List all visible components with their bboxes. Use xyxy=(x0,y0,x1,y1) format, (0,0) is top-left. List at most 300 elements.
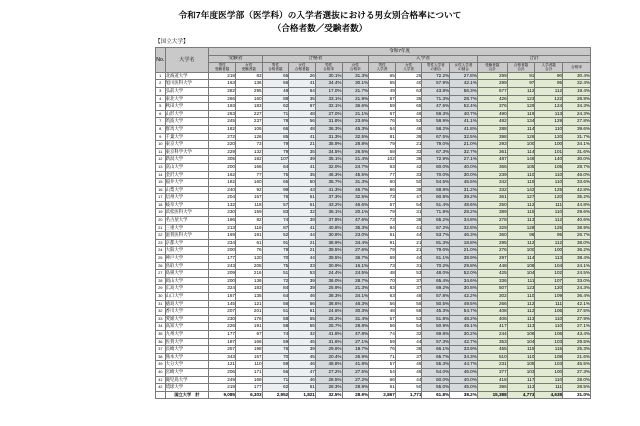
count-cell: 200 xyxy=(209,163,236,171)
count-cell: 108 xyxy=(507,262,535,270)
rate-cell: 46.3% xyxy=(342,300,369,308)
count-cell: 376 xyxy=(477,103,507,111)
count-cell: 117 xyxy=(507,376,535,384)
count-cell: 329 xyxy=(477,224,507,232)
count-cell: 92 xyxy=(235,186,262,194)
rate-cell: 79.0% xyxy=(422,141,450,149)
table-row xyxy=(156,293,591,301)
count-cell: 160 xyxy=(235,95,262,103)
count-cell: 183 xyxy=(235,285,262,293)
count-cell: 95 xyxy=(535,80,563,88)
rate-cell: 31.6% xyxy=(315,338,342,346)
header-group-totals: 合計 xyxy=(477,55,590,63)
count-cell: 406 xyxy=(477,315,507,323)
count-cell: 61 xyxy=(289,308,316,316)
rate-cell: 27.1% xyxy=(563,323,591,331)
header-col-13: 合格率 xyxy=(563,63,591,73)
count-cell: 507 xyxy=(477,285,507,293)
count-cell: 39 xyxy=(289,285,316,293)
count-cell: 360 xyxy=(477,232,507,240)
row-number: 23 xyxy=(156,239,166,247)
rate-cell: 27.5% xyxy=(342,368,369,376)
rate-cell: 33.6% xyxy=(563,179,591,187)
rate-cell: 36.2% xyxy=(563,247,591,255)
table-total-row xyxy=(156,391,591,399)
rate-cell: 38.6% xyxy=(315,300,342,308)
count-cell: 114 xyxy=(507,148,535,156)
table-row xyxy=(156,194,591,202)
count-cell: 113 xyxy=(507,384,535,392)
header-row-groups xyxy=(156,55,591,63)
rate-cell: 27.2% xyxy=(315,368,342,376)
rate-cell: 38.0% xyxy=(563,239,591,247)
count-cell: 104 xyxy=(507,338,535,346)
table-row xyxy=(156,171,591,179)
rate-cell: 34.4% xyxy=(342,239,369,247)
count-cell: 32 xyxy=(289,330,316,338)
count-cell: 112 xyxy=(535,217,563,225)
count-cell: 59 xyxy=(262,361,289,369)
count-cell: 44 xyxy=(395,376,422,384)
count-cell: 46 xyxy=(395,125,422,133)
rate-cell: 53.7% xyxy=(422,232,450,240)
count-cell: 140 xyxy=(535,156,563,164)
count-cell: 69 xyxy=(369,255,396,263)
rate-cell: 67.5% xyxy=(422,133,450,141)
university-name: 山梨大学 xyxy=(165,186,209,194)
count-cell: 91 xyxy=(262,239,289,247)
count-cell: 39 xyxy=(395,133,422,141)
table-row xyxy=(156,247,591,255)
count-cell: 79 xyxy=(262,148,289,156)
rate-cell: 27.9% xyxy=(563,315,591,323)
table-row xyxy=(156,118,591,126)
rate-cell: 45.5% xyxy=(342,171,369,179)
count-cell: 102 xyxy=(369,156,396,164)
count-cell: 78 xyxy=(262,118,289,126)
table-row xyxy=(156,125,591,133)
header-col-4: 男性 合格率 xyxy=(315,63,342,73)
count-cell: 448 xyxy=(477,262,507,270)
count-cell: 85 xyxy=(262,133,289,141)
count-cell: 110 xyxy=(535,125,563,133)
count-cell: 230 xyxy=(209,209,236,217)
rate-cell: 51.8% xyxy=(422,315,450,323)
count-cell: 177 xyxy=(209,330,236,338)
university-name: 島根大学 xyxy=(165,270,209,278)
count-cell: 249 xyxy=(209,376,236,384)
rate-cell: 27.1% xyxy=(450,156,478,164)
rate-cell: 32.7% xyxy=(450,148,478,156)
count-cell: 105 xyxy=(507,163,535,171)
document-title-block xyxy=(0,0,640,34)
rate-cell: 16.1% xyxy=(342,262,369,270)
table-row xyxy=(156,323,591,331)
count-cell: 216 xyxy=(235,270,262,278)
count-cell: 33 xyxy=(395,148,422,156)
count-cell: 62 xyxy=(262,103,289,111)
count-cell: 39 xyxy=(395,217,422,225)
count-cell: 134 xyxy=(507,118,535,126)
rate-cell: 21.3% xyxy=(342,285,369,293)
count-cell: 245 xyxy=(209,118,236,126)
count-cell: 77 xyxy=(235,171,262,179)
rate-cell: 39.2% xyxy=(450,194,478,202)
table-row xyxy=(156,338,591,346)
count-cell: 73 xyxy=(369,262,396,270)
count-cell: 113 xyxy=(507,217,535,225)
count-cell: 123 xyxy=(507,285,535,293)
count-cell: 182 xyxy=(209,179,236,187)
rate-cell: 67.3% xyxy=(422,148,450,156)
table-row xyxy=(156,133,591,141)
count-cell: 64 xyxy=(262,293,289,301)
category-label: 【国立大学】 xyxy=(155,39,189,45)
rate-cell: 43.2% xyxy=(315,201,342,209)
count-cell: 105 xyxy=(507,361,535,369)
count-cell: 276 xyxy=(477,247,507,255)
rate-cell: 28.9% xyxy=(563,95,591,103)
count-cell: 112 xyxy=(507,87,535,95)
rate-cell: 24.3% xyxy=(563,110,591,118)
count-cell: 110 xyxy=(235,361,262,369)
count-cell: 53 xyxy=(289,270,316,278)
university-name: 名古屋大学 xyxy=(165,217,209,225)
header-col-1: 女性 受験者数 xyxy=(235,63,262,73)
count-cell: 206 xyxy=(209,368,236,376)
table-row xyxy=(156,87,591,95)
count-cell: 129 xyxy=(535,118,563,126)
rate-cell: 35.2% xyxy=(563,194,591,202)
count-cell: 263 xyxy=(209,110,236,118)
count-cell: 37 xyxy=(395,277,422,285)
count-cell: 100 xyxy=(535,247,563,255)
rate-cell: 28.3% xyxy=(315,384,342,392)
row-number: 35 xyxy=(156,330,166,338)
count-cell: 51 xyxy=(289,194,316,202)
count-cell: 490 xyxy=(477,110,507,118)
count-cell: 21 xyxy=(395,247,422,255)
rate-cell: 47.8% xyxy=(342,330,369,338)
count-cell: 163 xyxy=(209,80,236,88)
count-cell: 160 xyxy=(235,179,262,187)
rate-cell: 21.9% xyxy=(342,95,369,103)
row-number: 17 xyxy=(156,194,166,202)
count-cell: 50 xyxy=(395,384,422,392)
header-col-8: 男性入学者 の割合 xyxy=(422,63,450,73)
count-cell: 110 xyxy=(535,171,563,179)
count-cell: 65 xyxy=(369,72,396,80)
university-name: 熊本大学 xyxy=(165,353,209,361)
table-row xyxy=(156,217,591,225)
table-row xyxy=(156,376,591,384)
rate-cell: 34.4% xyxy=(315,80,342,88)
rate-cell: 36.0% xyxy=(315,277,342,285)
rate-cell: 36.6% xyxy=(342,103,369,111)
count-cell: 104 xyxy=(507,270,535,278)
count-cell: 487 xyxy=(477,156,507,164)
university-name: 徳島大学 xyxy=(165,300,209,308)
count-cell: 21 xyxy=(289,141,316,149)
count-cell: 135 xyxy=(235,293,262,301)
rate-cell: 41.8% xyxy=(315,330,342,338)
rate-cell: 57.3% xyxy=(422,338,450,346)
rate-cell: 40.0% xyxy=(450,376,478,384)
rate-cell: 70.2% xyxy=(422,262,450,270)
count-cell: 51 xyxy=(262,270,289,278)
count-cell: 157 xyxy=(235,194,262,202)
rate-cell: 34.3% xyxy=(450,353,478,361)
table-row xyxy=(156,368,591,376)
university-name: 九州大学 xyxy=(165,330,209,338)
rate-cell: 20.4% xyxy=(315,353,342,361)
count-cell: 58 xyxy=(262,323,289,331)
table-row xyxy=(156,270,591,278)
count-cell: 67 xyxy=(289,103,316,111)
count-cell: 47 xyxy=(395,194,422,202)
count-cell: 425 xyxy=(477,270,507,278)
count-cell: 46 xyxy=(395,293,422,301)
row-number: 38 xyxy=(156,353,166,361)
row-number: 39 xyxy=(156,361,166,369)
university-name: 愛媛大学 xyxy=(165,315,209,323)
rate-cell: 34.1% xyxy=(563,141,591,149)
count-cell: 389 xyxy=(477,209,507,217)
university-name: 弘前大学 xyxy=(165,87,209,95)
count-cell: 66 xyxy=(262,125,289,133)
count-cell: 67 xyxy=(235,330,262,338)
count-cell: 209 xyxy=(209,270,236,278)
count-cell: 110 xyxy=(507,171,535,179)
header-no: No. xyxy=(156,48,166,73)
count-cell: 107 xyxy=(262,156,289,164)
rate-cell: 32.5% xyxy=(342,133,369,141)
rate-cell: 29.5% xyxy=(563,338,591,346)
rate-cell: 38.9% xyxy=(315,239,342,247)
count-cell: 83 xyxy=(235,72,262,80)
table-row xyxy=(156,163,591,171)
rate-cell: 19.4% xyxy=(563,87,591,95)
count-cell: 213 xyxy=(209,224,236,232)
count-cell: 39 xyxy=(395,186,422,194)
rate-cell: 30.4% xyxy=(563,72,591,80)
rate-cell: 65.4% xyxy=(422,277,450,285)
count-cell: 198 xyxy=(235,346,262,354)
page-subtitle: （合格者数／受験者数） xyxy=(272,23,368,33)
count-cell: 65 xyxy=(262,179,289,187)
rate-cell: 60.0% xyxy=(422,376,450,384)
count-cell: 109 xyxy=(535,293,563,301)
rate-cell: 27.1% xyxy=(342,338,369,346)
rate-cell: 31.3% xyxy=(315,133,342,141)
count-cell: 128 xyxy=(507,224,535,232)
rate-cell: 31.7% xyxy=(563,133,591,141)
count-cell: 53 xyxy=(395,270,422,278)
count-cell: 54 xyxy=(395,201,422,209)
count-cell: 41 xyxy=(289,163,316,171)
count-cell: 79 xyxy=(262,141,289,149)
count-cell: 114 xyxy=(507,125,535,133)
row-number: 9 xyxy=(156,133,166,141)
total-count-cell: 2,867 xyxy=(369,391,396,399)
rate-cell: 24.5% xyxy=(342,270,369,278)
row-number: 22 xyxy=(156,232,166,240)
count-cell: 110 xyxy=(507,293,535,301)
count-cell: 112 xyxy=(535,239,563,247)
count-cell: 112 xyxy=(507,201,535,209)
university-name: 滋賀医科大学 xyxy=(165,232,209,240)
count-cell: 120 xyxy=(535,285,563,293)
count-cell: 48 xyxy=(289,125,316,133)
count-cell: 46 xyxy=(395,368,422,376)
rate-cell: 34.3% xyxy=(563,103,591,111)
rate-cell: 45.5% xyxy=(563,361,591,369)
rate-cell: 41.8% xyxy=(342,361,369,369)
rate-cell: 27.8% xyxy=(450,72,478,80)
row-number: 13 xyxy=(156,163,166,171)
count-cell: 302 xyxy=(477,293,507,301)
count-cell: 116 xyxy=(235,224,262,232)
rate-cell: 42.2% xyxy=(450,293,478,301)
rate-cell: 35.1% xyxy=(315,156,342,164)
rate-cell: 54.7% xyxy=(450,308,478,316)
count-cell: 455 xyxy=(477,346,507,354)
count-cell: 73 xyxy=(369,194,396,202)
count-cell: 115 xyxy=(507,346,535,354)
count-cell: 218 xyxy=(209,72,236,80)
rate-cell: 72.9% xyxy=(422,156,450,164)
row-number: 6 xyxy=(156,110,166,118)
count-cell: 293 xyxy=(477,141,507,149)
count-cell: 57 xyxy=(262,201,289,209)
rate-cell: 36.7% xyxy=(342,255,369,263)
rate-cell: 43.8% xyxy=(422,87,450,95)
count-cell: 426 xyxy=(477,95,507,103)
university-name: 京都大学 xyxy=(165,239,209,247)
count-cell: 250 xyxy=(477,201,507,209)
count-cell: 32 xyxy=(289,209,316,217)
count-cell: 193 xyxy=(209,103,236,111)
count-cell: 59 xyxy=(369,103,396,111)
row-number: 24 xyxy=(156,247,166,255)
count-cell: 44 xyxy=(395,232,422,240)
rate-cell: 21.4% xyxy=(342,156,369,164)
count-cell: 132 xyxy=(235,148,262,156)
count-cell: 55 xyxy=(395,300,422,308)
count-cell: 45 xyxy=(289,353,316,361)
rate-cell: 54.0% xyxy=(422,368,450,376)
count-cell: 196 xyxy=(209,217,236,225)
table-row xyxy=(156,262,591,270)
count-cell: 76 xyxy=(235,247,262,255)
count-cell: 123 xyxy=(507,95,535,103)
count-cell: 37 xyxy=(395,285,422,293)
rate-cell: 33.9% xyxy=(450,346,478,354)
university-name: 広島大学 xyxy=(165,285,209,293)
rate-cell: 38.4% xyxy=(563,255,591,263)
header-col-7: 女性 入学者 xyxy=(395,63,422,73)
count-cell: 43 xyxy=(289,186,316,194)
rate-cell: 30.8% xyxy=(450,285,478,293)
count-cell: 336 xyxy=(477,277,507,285)
count-cell: 166 xyxy=(235,338,262,346)
university-name: 鹿児島大学 xyxy=(165,376,209,384)
count-cell: 577 xyxy=(477,87,507,95)
rate-cell: 81.3% xyxy=(422,239,450,247)
rate-cell: 36.3% xyxy=(315,125,342,133)
count-cell: 299 xyxy=(477,72,507,80)
university-name: 琉球大学 xyxy=(165,384,209,392)
count-cell: 66 xyxy=(369,376,396,384)
count-cell: 25 xyxy=(395,72,422,80)
count-cell: 48 xyxy=(369,270,396,278)
total-count-cell: 15,388 xyxy=(477,391,507,399)
row-number: 37 xyxy=(156,346,166,354)
count-cell: 87 xyxy=(369,95,396,103)
count-cell: 62 xyxy=(262,384,289,392)
rate-cell: 71.8% xyxy=(422,209,450,217)
count-cell: 45 xyxy=(289,338,316,346)
count-cell: 103 xyxy=(507,368,535,376)
count-cell: 120 xyxy=(535,194,563,202)
rate-cell: 34.5% xyxy=(315,148,342,156)
rate-cell: 42.8% xyxy=(563,186,591,194)
count-cell: 115 xyxy=(535,346,563,354)
rate-cell: 45.3% xyxy=(422,308,450,316)
count-cell: 21 xyxy=(395,239,422,247)
count-cell: 49 xyxy=(369,87,396,95)
count-cell: 113 xyxy=(507,323,535,331)
university-name: 岐阜大学 xyxy=(165,201,209,209)
count-cell: 79 xyxy=(369,247,396,255)
count-cell: 295 xyxy=(235,87,262,95)
university-name: 筑波大学 xyxy=(165,118,209,126)
rate-cell: 60.0% xyxy=(422,163,450,171)
university-name: 佐賀大学 xyxy=(165,338,209,346)
count-cell: 54 xyxy=(395,323,422,331)
header-col-2: 男性 合格者数 xyxy=(262,63,289,73)
count-cell: 55 xyxy=(289,323,316,331)
rate-cell: 24.4% xyxy=(315,270,342,278)
rate-cell: 43.4% xyxy=(563,330,591,338)
count-cell: 162 xyxy=(209,171,236,179)
count-cell: 167 xyxy=(235,353,262,361)
count-cell: 121 xyxy=(235,300,262,308)
table-row xyxy=(156,239,591,247)
rate-cell: 25.7% xyxy=(315,323,342,331)
count-cell: 122 xyxy=(535,95,563,103)
count-cell: 108 xyxy=(535,353,563,361)
count-cell: 103 xyxy=(535,361,563,369)
table-row xyxy=(156,72,591,80)
rate-cell: 36.1% xyxy=(315,209,342,217)
page-title: 令和7年度医学部（医学科）の入学者選抜における男女別合格率について xyxy=(178,10,462,20)
count-cell: 398 xyxy=(477,133,507,141)
count-cell: 51 xyxy=(262,308,289,316)
table-row xyxy=(156,186,591,194)
count-cell: 53 xyxy=(395,315,422,323)
rate-cell: 72.2% xyxy=(422,72,450,80)
count-cell: 136 xyxy=(235,277,262,285)
rate-cell: 25.9% xyxy=(315,285,342,293)
count-cell: 297 xyxy=(477,255,507,263)
count-cell: 39 xyxy=(289,217,316,225)
count-cell: 396 xyxy=(477,384,507,392)
header-col-5: 女性 合格率 xyxy=(342,63,369,73)
count-cell: 50 xyxy=(395,179,422,187)
rate-cell: 21.6% xyxy=(563,353,591,361)
count-cell: 58 xyxy=(262,315,289,323)
